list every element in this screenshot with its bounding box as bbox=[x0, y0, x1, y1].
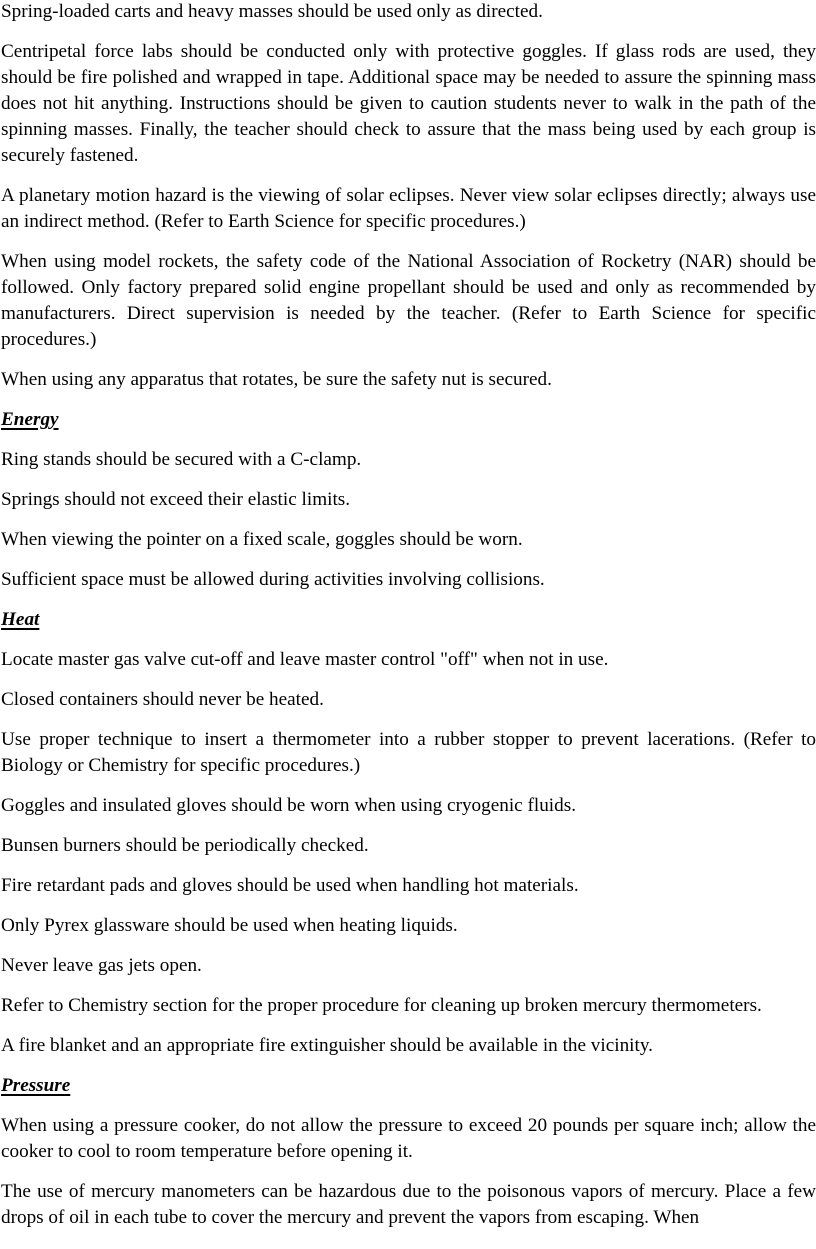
paragraph-fire-retardant-pads: Fire retardant pads and gloves should be used when handling hot materials. bbox=[1, 875, 579, 896]
paragraph-model-rockets: When using model rockets, the safety code of the National Association of Rocketry (NAR) should be followed. Only factory prepared solid engine propellant should be used and only as recommended by manufacturers. Direct supervision is needed by the teacher. (Refer to Earth Science for specific procedures.) bbox=[1, 251, 816, 350]
paragraph-cryogenic-fluids: Goggles and insulated gloves should be worn when using cryogenic fluids. bbox=[1, 795, 576, 816]
paragraph-centripetal-force: Centripetal force labs should be conducted only with protective goggles. If glass rods are used, they should be fire polished and wrapped in tape. Additional space may be needed to assure the spinning mass does not hit anything. Instructions should be given to caution students never to walk in the path of the spinning masses. Finally, the teacher should check to assure that the mass being used by each group is securely fastened. bbox=[1, 41, 816, 166]
paragraph-master-gas-valve: Locate master gas valve cut-off and leave master control "off" when not in use. bbox=[1, 649, 609, 670]
document-page bbox=[1, 0, 816, 1245]
paragraph-mercury-manometers: The use of mercury manometers can be hazardous due to the poisonous vapors of mercury. Place a few drops of oil in each tube to cover the mercury and prevent the vapors from escaping. When bbox=[1, 1181, 816, 1228]
paragraph-thermometer-stopper: Use proper technique to insert a thermometer into a rubber stopper to prevent lacerations. (Refer to Biology or Chemistry for specific procedures.) bbox=[1, 729, 816, 776]
section-heading-heat: Heat bbox=[1, 609, 40, 630]
paragraph-collisions: Sufficient space must be allowed during activities involving collisions. bbox=[1, 569, 545, 590]
section-heading-pressure: Pressure bbox=[1, 1075, 71, 1096]
paragraph-spring-carts: Spring-loaded carts and heavy masses should be used only as directed. bbox=[1, 1, 543, 22]
paragraph-fire-blanket: A fire blanket and an appropriate fire extinguisher should be available in the vicinity. bbox=[1, 1035, 653, 1056]
paragraph-fixed-scale: When viewing the pointer on a fixed scale, goggles should be worn. bbox=[1, 529, 523, 550]
paragraph-ring-stands: Ring stands should be secured with a C-clamp. bbox=[1, 449, 362, 470]
paragraph-gas-jets: Never leave gas jets open. bbox=[1, 955, 202, 976]
paragraph-rotating-apparatus: When using any apparatus that rotates, be sure the safety nut is secured. bbox=[1, 369, 552, 390]
paragraph-springs: Springs should not exceed their elastic limits. bbox=[1, 489, 351, 510]
paragraph-solar-eclipse: A planetary motion hazard is the viewing of solar eclipses. Never view solar eclipses directly; always use an indirect method. (Refer to Earth Science for specific procedures.) bbox=[1, 185, 816, 232]
section-heading-energy: Energy bbox=[1, 409, 59, 430]
paragraph-pyrex-glassware: Only Pyrex glassware should be used when heating liquids. bbox=[1, 915, 458, 936]
paragraph-mercury-thermometers: Refer to Chemistry section for the proper procedure for cleaning up broken mercury thermometers. bbox=[1, 995, 762, 1016]
paragraph-pressure-cooker: When using a pressure cooker, do not allow the pressure to exceed 20 pounds per square inch; allow the cooker to cool to room temperature before opening it. bbox=[1, 1115, 816, 1162]
paragraph-closed-containers: Closed containers should never be heated. bbox=[1, 689, 324, 710]
paragraph-bunsen-burners: Bunsen burners should be periodically checked. bbox=[1, 835, 369, 856]
